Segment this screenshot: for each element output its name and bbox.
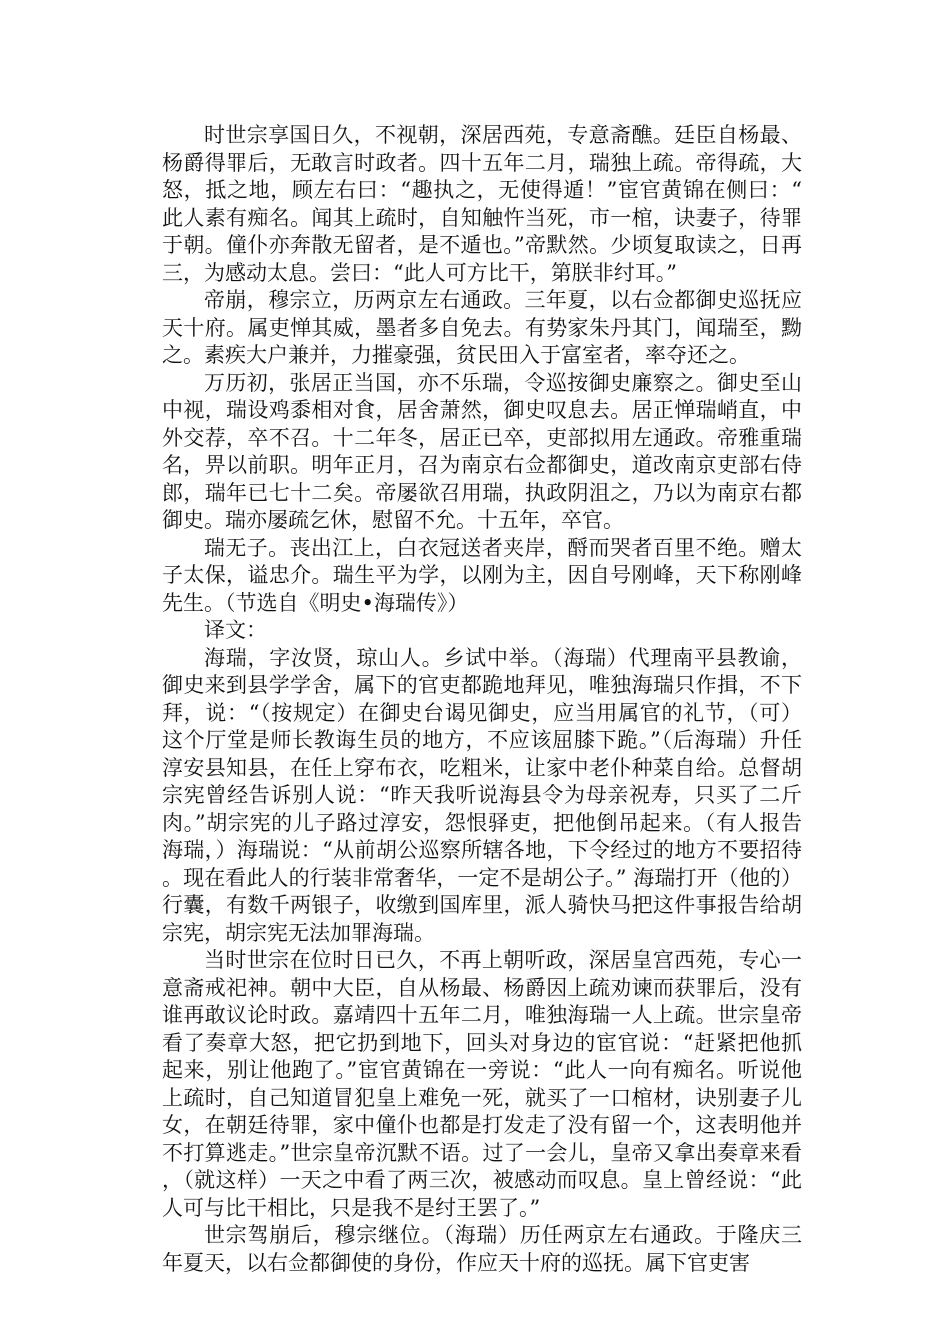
paragraph-original-1: 时世宗享国日久，不视朝，深居西苑，专意斋醮。廷臣自杨最、杨爵得罪后，无敢言时政者。四十五年二月，瑞独上疏。帝得疏，大怒，抵之地，顾左右曰：“趣执之，无使得遁！”宦官黄锦在侧曰：“此人素有痴名。闻其上疏时，自知触忤当死，市一棺，诀妻子，待罪于朝。僮仆亦奔散无留者，是不遁也。”帝默然。少顷复取读之，日再三，为感动太息。尝曰：“此人可方比干，第朕非纣耳。”: [162, 123, 802, 285]
paragraph-original-3: 万历初，张居正当国，亦不乐瑞，令巡按御史廉察之。御史至山中视，瑞设鸡黍相对食，居舍萧然，御史叹息去。居正惮瑞峭直，中外交荐，卒不召。十二年冬，居正已卒，吏部拟用左通政。帝雅重瑞名，畀以前职。明年正月，召为南京右佥都御史，道改南京吏部右侍郎，瑞年已七十二矣。帝屡欲召用瑞，执政阴沮之，乃以为南京右都御史。瑞亦屡疏乞休，慰留不允。十五年，卒官。: [162, 370, 802, 532]
paragraph-original-2: 帝崩，穆宗立，历两京左右通政。三年夏，以右佥都御史巡抚应天十府。属吏惮其威，墨者多自免去。有势家朱丹其门，闻瑞至，黝之。素疾大户兼并，力摧豪强，贫民田入于富室者，率夺还之。: [162, 288, 802, 367]
paragraph-original-4: 瑞无子。丧出江上，白衣冠送者夹岸，酹而哭者百里不绝。赠太子太保，谥忠介。瑞生平为学，以刚为主，因自号刚峰，天下称刚峰先生。（节选自《明史•海瑞传》）: [162, 535, 802, 615]
document-body: [162, 122, 802, 1277]
paragraph-translation-3: 世宗驾崩后，穆宗继位。（海瑞）历任两京左右通政。于隆庆三年夏天，以右佥都御使的身份，作应天十府的巡抚。属下官吏害: [162, 1223, 802, 1275]
translation-heading: 译文：: [204, 618, 267, 642]
paragraph-translation-1: 海瑞，字汝贤，琼山人。乡试中举。（海瑞）代理南平县教谕，御史来到县学学舍，属下的官吏都跪地拜见，唯独海瑞只作揖，不下拜，说：“（按规定）在御史台谒见御史，应当用属官的礼节，（可）这个厅堂是师长教诲生员的地方，不应该屈膝下跪。”（后海瑞）升任淳安县知县，在任上穿布衣，吃粗米，让家中老仆种菜自给。总督胡宗宪曾经告诉别人说：“昨天我听说海县令为母亲祝寿，只买了二斤肉。”胡宗宪的儿子路过淳安，怨恨驿吏，把他倒吊起来。（有人报告海瑞，）海瑞说：“从前胡公巡察所辖各地，下令经过的地方不要招待。现在看此人的行装非常奢华，一定不是胡公子。” 海瑞打开（他的）行囊，有数千两银子，收缴到国库里，派人骑快马把这件事报告给胡宗宪，胡宗宪无法加罪海瑞。: [162, 645, 802, 945]
paragraph-translation-2: 当时世宗在位时日已久，不再上朝听政，深居皇宫西苑，专心一意斋戒祀神。朝中大臣，自从杨最、杨爵因上疏劝谏而获罪后，没有谁再敢议论时政。嘉靖四十五年二月，唯独海瑞一人上疏。世宗皇帝看了奏章大怒，把它扔到地下，回头对身边的宦官说：“赶紧把他抓起来，别让他跑了。”宦官黄锦在一旁说：“此人一向有痴名。听说他上疏时，自己知道冒犯皇上难免一死，就买了一口棺材，诀别妻子儿女，在朝廷待罪，家中僮仆也都是打发走了没有留一个，这表明他并不打算逃走。”世宗皇帝沉默不语。过了一会儿，皇帝又拿出奏章来看，（就这样）一天之中看了两三次，被感动而叹息。皇上曾经说：“此人可与比干相比，只是我不是纣王罢了。”: [162, 948, 802, 1220]
